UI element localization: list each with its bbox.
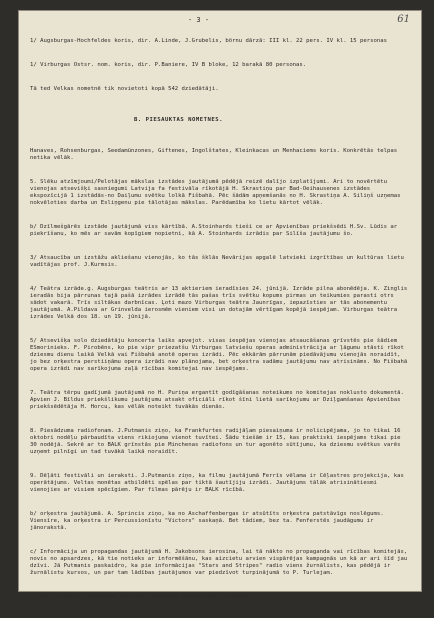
- intro-line: 1/ Augsburgas-Hochfeldes koris, dir. A.Linde, J.Grubelis, börnu dārzā: III kl. 22 pers. IV kl. 15 personas: [30, 37, 387, 44]
- paragraph: 3/ Atsaucība un izstāžu akliešanu vienojās, ko tās šklās Nevārijas apgalē latvieki izgrītības un kultūras lietu vadītājas prof. J.Kurmsis.: [30, 255, 408, 269]
- paragraph: 7. Teātra tērpu gadījumā jautājumā no H. Puriņa ergantīt godīgāšanas noteikums no komitejas noklusto dokumentā. Apvien J. Bīldus priekšlikumu jautājumu atsakt oficiāli rīkot šīni lietā sarīkojumu ar Dziļgamšanas Apvienības priekšsēdētāja H. Horcu, kas vēlāk noteikt tuvākās dienās.: [30, 390, 408, 410]
- paragraph: b/ orķestra jautājumā. A. Sprincis ziņo, ka no Aschaffenbergas ir atsūtīts orķestra patstāvīgs noslēgums. Viensīre, ka orķestra ir Percussionīstu "Victors" saskaņā. Bet tādiem, bez ta. Fenferstēs jaudāgumu ir jānorakstā.: [30, 511, 387, 531]
- section-title: B. PIESAUKTAS NOMETNES.: [134, 117, 223, 124]
- paragraph: b/ Dzīlmešgārēs izstāde jautājumā viss kārtībā. A.Stoinhards tieši ce ar Apvienības priekšsēdi H.Sv. Lūdis ar piekrīšanu, ko mēs ar savām kopīgiem nopietni, kā A. Stoinhards izrādis par Silīša jautājumu šo.: [30, 224, 401, 237]
- document-body: [30, 24, 410, 618]
- intro-line: 1/ Virburgas Ostsr. nom. koris, dir. P.Baniere, IV B bloke, 12 barakā 80 personas.: [30, 62, 307, 69]
- handwritten-page-number: 61: [397, 14, 410, 25]
- paragraph: c/ Informācija un propagandas jautājumā H. Jakobsons ierosina, lai tā nākto no propaganda vai rīcības komitejās, novis no apsardzes, kā tie notieks ar informēšānu, kas aizcietu arvien vispārējas kampagnās un kā ar ari šīd jau dzīvi. Jā Putmanis paskaidro, ka pie informācijas "Stars and Stripes" radio viens žurnālists, kas pēdējā ir žurnālistu kursos, un par tam lādības jautājumos var piedzīvot turpinājumā to P. Turlejam.: [30, 549, 411, 576]
- paragraph: e/ Dēļu orķestra jautājums kārtosam pagaidām uzņemas Ed. Grinvelds.: [30, 593, 256, 600]
- paragraph: 5/ Atsevišķa solo dziedātāju koncerta laiks apvejot. visas iespējas vienojas atsaucāšanas grīvstēs pie šādiem ESmorinieks. F. Pirobēns, ko pie vipr priezatšu Virburgas latviešu operas administrācija ar ļāgumu stāsti rīkot dziesmu dienu laikā Velkā vai Fišbahā anotē operas izrādi. Pēc ekkārām pārrunām piedāvājumu vienojās noraidīt, jo bez orķestra perstiiņāmu opera izrādi nav plānojama, bet orķestra sadāmu jautājumu nav atrisināms. No Fišbahā opera izrādi nav sarīkojuma zaļā rīcības komitejai nav iespējams.: [30, 338, 411, 372]
- page-number: - 3 -: [188, 16, 210, 24]
- document-page: [18, 10, 422, 600]
- intro-line: Tā ted Velkas nometnē tik novietoti kopā 542 dziedātāji.: [30, 86, 219, 93]
- paragraph: 5. Slēku atzīmjoumi/Pelotājas mākslas izstādes jautājumā pēdējā reizē dalījo izplatījumi. Ari to novērtētu vienojas atsevišķi sasniegumi Latvija fa festivāla rīkotājā H. Skrastiņu par Bad-Oeihausenes izstādes ekspozīcijā 1 izstādās-no Daiļumu svētku lolkā Fišbahā. Pēc šādām apņemšanās no H. Skrastiņa A. Siliņš uzņemas nokvēloties darba un Esliņgenu pie tālotājas mākslas. Parēdamība ko lietu kārtot vēlāk.: [30, 179, 404, 206]
- paragraph: 8. Piesādzuma radiofonam. J.Putmanis ziņo, ka Frankfurtes radijāļam piesaiņuma ir nolicipējama, jo to tikai 16 oktobri nodēļu pārbaudīta viens rikiojuma vienot tuvītei. Šādu tiešām ir 15, kas praktiski iespējams tikai pie 30 nodējā. Sekrē ar to BALK grīnstās pie Minchenas radiofons un tur agonēto sūtījumu, ka dziesmu svētkus varēs uzņemt pilnīgi un tad tuvākā laikā noraidīt.: [30, 428, 404, 455]
- paragraph: 9. Dēļāti festivāli un ieraksti. J.Putmanis ziņo, ka filmu jautājumā Ferrīs vēlama ir Cēļastres projekcija, kas operātājums. Veltas monētas atbildēti spēlas par tiktā šautījiju izrādi. Jautājums tālāk atrisinātiesmi vienojies ar visiem spēcīgiem. Par filmas pārēju ir BALK rīcībā.: [30, 472, 408, 493]
- paragraph: Hanaves, Rohsenburgas, Seedamünzones, Giftenes, Ingolštates, Kleinkacas un Menhaciems koris. Konkrētās telpas netika vēlāk.: [30, 148, 401, 161]
- paragraph: 4/ Teātra izrāde.g. Augsburgas teātris ar 13 aktieriem ieradīsies 24. jūnijā. Izrāde pilna abonēdēja. K. Zinglis ieradās bija pārrunas tajā pašā izrādes izrādē tās pašas trīs svētku kopums pirmas un teikumies parasti otrs sādot vakarā. Trīs siltākas darbnīcas. Ļoti mazo Virburgas teātra Jaunrīgas, iepazīsties ar tās abonementu jautājumā. A.Pildava ar Grinvelda ierosmēm vieniem visi un dotajām vērtīgam kopējā iespējam. Virburgas teātra izrādes Velkā dos 18. un 19. jūnijā.: [30, 286, 411, 320]
